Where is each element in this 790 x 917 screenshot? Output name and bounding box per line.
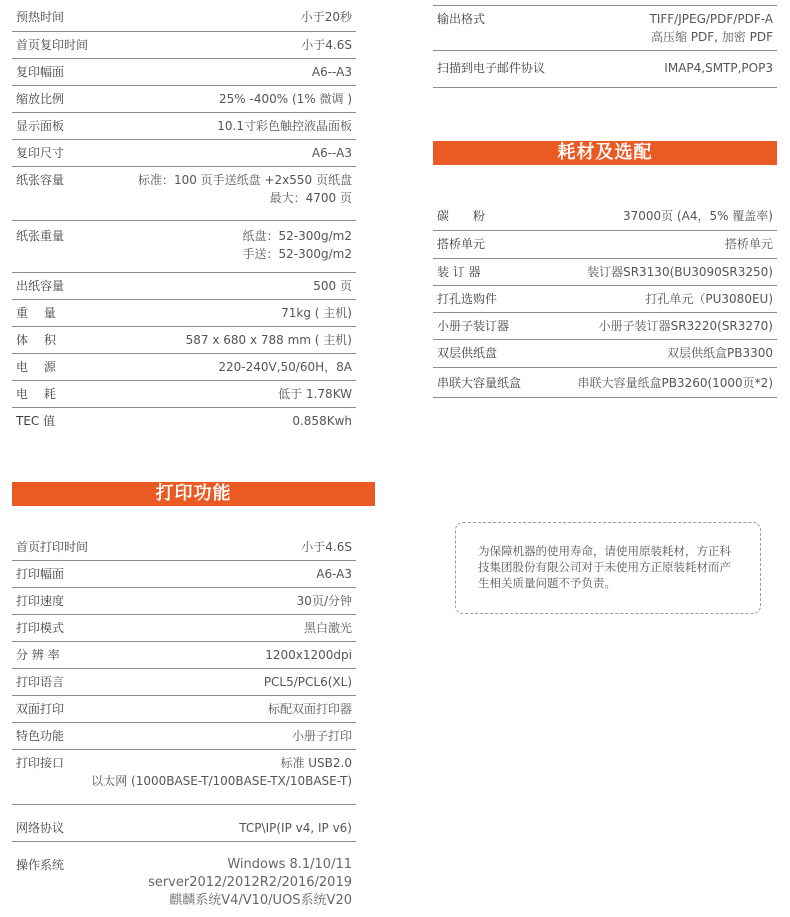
spec-label: 首页打印时间 — [16, 540, 89, 554]
print-section-title: 打印功能 — [12, 482, 375, 506]
spec-row — [12, 805, 356, 842]
spec-label: 首页复印时间 — [16, 38, 89, 52]
spec-value: 标准 USB2.0 以太网 (1000BASE-T/100BASE-TX/10BASE-T) — [91, 756, 352, 788]
spec-value: 37000页 (A4，5% 覆盖率) — [622, 209, 773, 223]
spec-row — [12, 750, 356, 805]
spec-row — [12, 669, 356, 696]
spec-row — [12, 140, 356, 167]
consumables-spec-table — [433, 203, 777, 398]
spec-label: 显示面板 — [16, 119, 65, 133]
spec-row — [12, 327, 356, 354]
genuine-consumables-notice: 为保障机器的使用寿命，请使用原装耗材，方正科技集团股份有限公司对于未使用方正原装耗材而产生相关质量问题不予负责。 — [455, 522, 761, 614]
consumables-section-title: 耗材及选配 — [433, 141, 777, 165]
spec-row — [12, 381, 356, 408]
spec-label: 缩放比例 — [16, 92, 65, 106]
spec-row — [12, 273, 356, 300]
spec-row — [12, 300, 356, 327]
print-spec-table — [12, 534, 356, 917]
spec-label: 纸张容量 — [16, 173, 65, 187]
spec-label: 打印接口 — [16, 756, 65, 770]
spec-label: 重 量 — [16, 306, 56, 320]
spec-label: 复印尺寸 — [16, 146, 65, 160]
spec-row — [12, 167, 356, 221]
spec-label: 输出格式 — [437, 12, 486, 26]
spec-value: 小册子装订器SR3220(SR3270) — [598, 319, 773, 333]
spec-label: 装 订 器 — [437, 265, 481, 279]
spec-value: 纸盘：52-300g/m2 手送：52-300g/m2 — [242, 229, 352, 261]
spec-value: 小于4.6S — [301, 38, 352, 52]
spec-value: 串联大容量纸盒PB3260(1000页*2) — [577, 376, 773, 390]
spec-row — [433, 51, 777, 88]
spec-value: 30页/分钟 — [296, 594, 352, 608]
spec-value: 黑白激光 — [303, 621, 352, 635]
spec-row — [12, 86, 356, 113]
spec-label: 纸张重量 — [16, 229, 65, 243]
spec-row — [12, 534, 356, 561]
spec-row — [433, 6, 777, 51]
spec-value: 71kg ( 主机) — [281, 306, 352, 320]
spec-value: 小于20秒 — [300, 10, 352, 24]
spec-label: 搭桥单元 — [437, 237, 486, 251]
spec-value: 标准：100 页手送纸盘 +2x550 页纸盘 最大：4700 页 — [137, 173, 352, 205]
spec-row — [433, 203, 777, 231]
spec-value: 1200x1200dpi — [265, 648, 352, 662]
spec-row — [12, 642, 356, 669]
spec-label: 特色功能 — [16, 729, 65, 743]
spec-label: 碳 粉 — [437, 209, 486, 223]
spec-label: 扫描到电子邮件协议 — [437, 61, 546, 75]
spec-label: 复印幅面 — [16, 65, 65, 79]
spec-row — [12, 32, 356, 59]
spec-row — [12, 4, 356, 32]
spec-row — [433, 313, 777, 340]
spec-value: 搭桥单元 — [724, 237, 773, 251]
spec-value: 220-240V,50/60H，8A — [218, 360, 352, 374]
spec-label: 小册子装订器 — [437, 319, 510, 333]
spec-row — [433, 286, 777, 313]
spec-label: 双面打印 — [16, 702, 65, 716]
spec-label: 电 耗 — [16, 387, 56, 401]
spec-row — [12, 59, 356, 86]
spec-label: 打印模式 — [16, 621, 65, 635]
spec-label: 体 积 — [16, 333, 56, 347]
spec-value: 装订器SR3130(BU3090SR3250) — [587, 265, 773, 279]
spec-value: IMAP4,SMTP,POP3 — [664, 61, 773, 75]
spec-value: 25% -400% (1% 微调 ) — [219, 92, 352, 106]
spec-row — [12, 723, 356, 750]
spec-value: PCL5/PCL6(XL) — [263, 675, 352, 689]
spec-row — [12, 615, 356, 642]
spec-label: 打印幅面 — [16, 567, 65, 581]
spec-label: TEC 值 — [16, 414, 56, 428]
spec-value: 打孔单元（PU3080EU) — [645, 292, 773, 306]
spec-row — [12, 354, 356, 381]
spec-row — [12, 561, 356, 588]
copy-spec-table — [12, 4, 356, 435]
spec-value: 小于4.6S — [301, 540, 352, 554]
output-spec-table — [433, 5, 777, 88]
spec-value: 小册子打印 — [291, 729, 352, 743]
spec-value: 10.1寸彩色触控液晶面板 — [217, 119, 352, 133]
spec-row — [12, 842, 356, 917]
spec-row — [12, 113, 356, 140]
spec-value: TIFF/JPEG/PDF/PDF-A 高压缩 PDF, 加密 PDF — [649, 12, 773, 44]
spec-row — [433, 368, 777, 398]
spec-label: 电 源 — [16, 360, 56, 374]
spec-value: 低于 1.78KW — [278, 387, 352, 401]
spec-value: 0.858Kwh — [292, 414, 352, 428]
spec-label: 预热时间 — [16, 10, 65, 24]
spec-label: 分 辨 率 — [16, 648, 60, 662]
spec-label: 串联大容量纸盒 — [437, 376, 522, 390]
spec-value: 双层供纸盒PB3300 — [666, 346, 773, 360]
spec-label: 打印速度 — [16, 594, 65, 608]
spec-value: A6--A3 — [311, 65, 352, 79]
spec-row — [12, 221, 356, 273]
spec-row — [433, 259, 777, 286]
spec-value: 500 页 — [313, 279, 352, 293]
spec-label: 打印语言 — [16, 675, 65, 689]
spec-label: 双层供纸盘 — [437, 346, 498, 360]
spec-label: 出纸容量 — [16, 279, 65, 293]
spec-label: 操作系统 — [16, 858, 65, 872]
spec-value: 标配双面打印器 — [267, 702, 352, 716]
spec-value: 587 x 680 x 788 mm ( 主机) — [185, 333, 352, 347]
spec-label: 网络协议 — [16, 821, 65, 835]
spec-row — [433, 340, 777, 368]
spec-label: 打孔选购件 — [437, 292, 498, 306]
spec-value: A6--A3 — [311, 146, 352, 160]
spec-row — [12, 588, 356, 615]
spec-value: Windows 8.1/10/11 server2012/2012R2/2016/2019 麒麟系统V4/V10/UOS系统V20 — [148, 857, 352, 908]
spec-value: A6-A3 — [316, 567, 352, 581]
spec-row — [12, 408, 356, 435]
spec-row — [433, 231, 777, 259]
spec-row — [12, 696, 356, 723]
spec-value: TCP\IP(IP v4, IP v6) — [239, 821, 352, 835]
